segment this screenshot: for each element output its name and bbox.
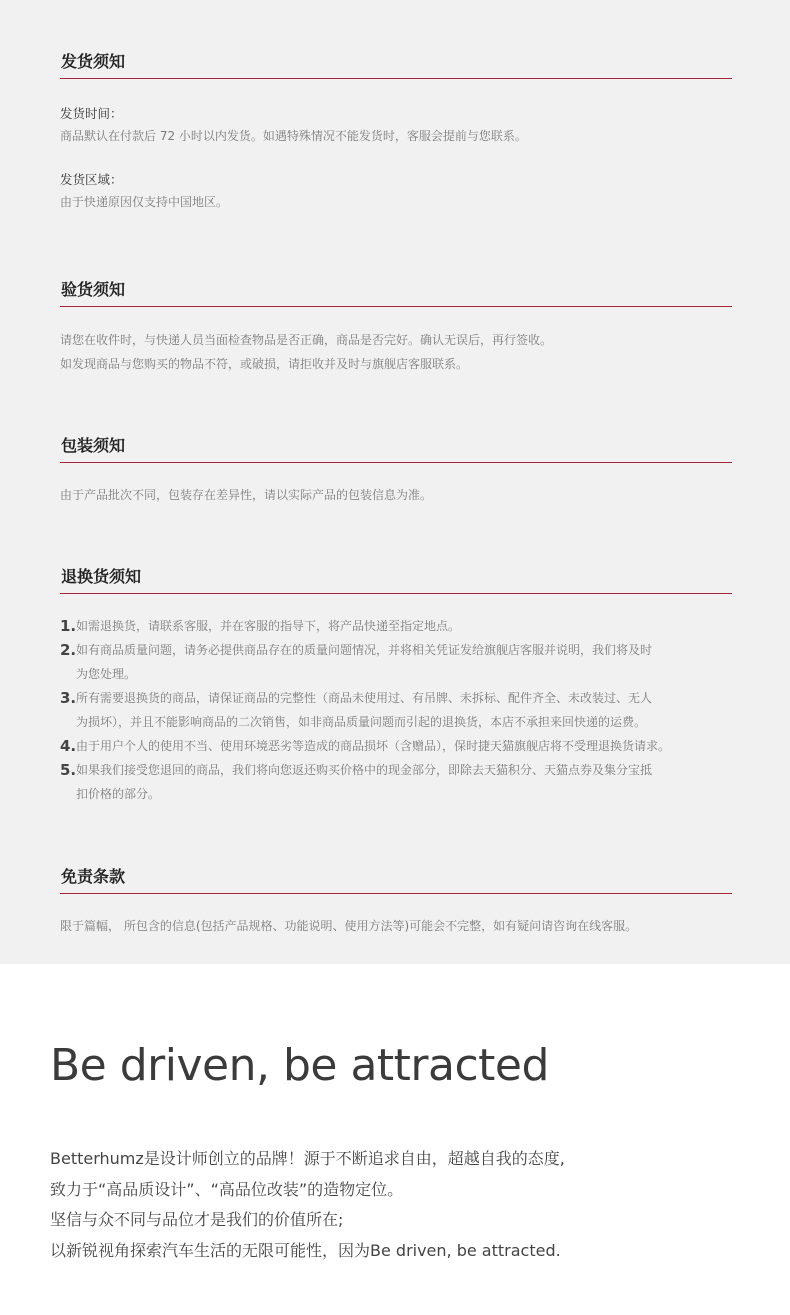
inspection-title: 验货须知 <box>60 280 732 307</box>
brand-slogan-block <box>50 1036 750 1096</box>
returns-item-number: 1. <box>60 617 77 635</box>
returns-item-text: 如需退换货，请联系客服，并在客服的指导下，将产品快递至指定地点。 <box>76 619 461 633</box>
returns-item-text: 由于用户个人的使用不当、使用环境恶劣等造成的商品损坏（含赠品），保时捷天猫旗舰店将不受理退换货请求。 <box>76 739 671 753</box>
shipping-section <box>60 52 732 214</box>
returns-item-1 <box>60 614 732 638</box>
inspection-line-2: 如发现商品与您购买的物品不符，或破损，请拒收并及时与旗舰店客服联系。 <box>60 357 469 371</box>
shipping-title: 发货须知 <box>60 52 732 79</box>
brand-line-3: 坚信与众不同与品位才是我们的价值所在; <box>50 1210 344 1229</box>
packaging-text: 由于产品批次不同，包装存在差异性，请以实际产品的包装信息为准。 <box>60 488 433 502</box>
inspection-line-1: 请您在收件时，与快递人员当面检查物品是否正确，商品是否完好。确认无误后，再行签收。 <box>60 333 553 347</box>
brand-line-4: 以新锐视角探索汽车生活的无限可能性，因为Be driven, be attracted. <box>50 1240 561 1260</box>
returns-item-text: 如有商品质量问题，请务必提供商品存在的质量问题情况，并将相关凭证发给旗舰店客服并说明，我们将及时 为您处理。 <box>76 643 653 681</box>
returns-item-number: 5. <box>60 761 77 779</box>
brand-slogan: Be driven, be attracted <box>50 1040 549 1091</box>
shipping-region-text: 由于快递原因仅支持中国地区。 <box>60 195 229 209</box>
brand-description <box>50 1144 565 1266</box>
returns-title: 退换货须知 <box>60 567 732 594</box>
shipping-time-label: 发货时间： <box>60 106 123 121</box>
disclaimer-title: 免责条款 <box>60 867 732 894</box>
returns-section <box>60 567 732 806</box>
returns-item-text: 所有需要退换货的商品，请保证商品的完整性（商品未使用过、有吊牌、未拆标、配件齐全、未改装过、无人 为损坏），并且不能影响商品的二次销售，如非商品质量问题而引起的退换货，本店不承担来回快递的运费。 <box>76 691 653 729</box>
returns-item-text: 如果我们接受您退回的商品，我们将向您返还购买价格中的现金部分，即除去天猫积分、天猫点券及集分宝抵 扣价格的部分。 <box>76 763 653 801</box>
returns-item-2 <box>60 638 732 686</box>
returns-list <box>60 614 732 806</box>
disclaimer-section <box>60 867 732 938</box>
returns-item-number: 3. <box>60 689 77 707</box>
disclaimer-text: 限于篇幅， 所包含的信息(包括产品规格、功能说明、使用方法等)可能会不完整，如有疑问请咨询在线客服。 <box>60 919 638 933</box>
returns-item-number: 4. <box>60 737 77 755</box>
shipping-region-label: 发货区域： <box>60 172 123 187</box>
returns-item-number: 2. <box>60 641 77 659</box>
brand-line-2: 致力于“高品质设计”、“高品位改装”的造物定位。 <box>50 1179 404 1199</box>
brand-line-1: Betterhumz是设计师创立的品牌！源于不断追求自由，超越自我的态度, <box>50 1149 565 1168</box>
shipping-time-text: 商品默认在付款后 72 小时以内发货。如遇特殊情况不能发货时，客服会提前与您联系。 <box>60 129 527 143</box>
returns-item-3 <box>60 686 732 734</box>
packaging-section <box>60 436 732 507</box>
returns-item-5 <box>60 758 732 806</box>
returns-item-4 <box>60 734 732 758</box>
packaging-title: 包装须知 <box>60 436 732 463</box>
inspection-section <box>60 280 732 376</box>
